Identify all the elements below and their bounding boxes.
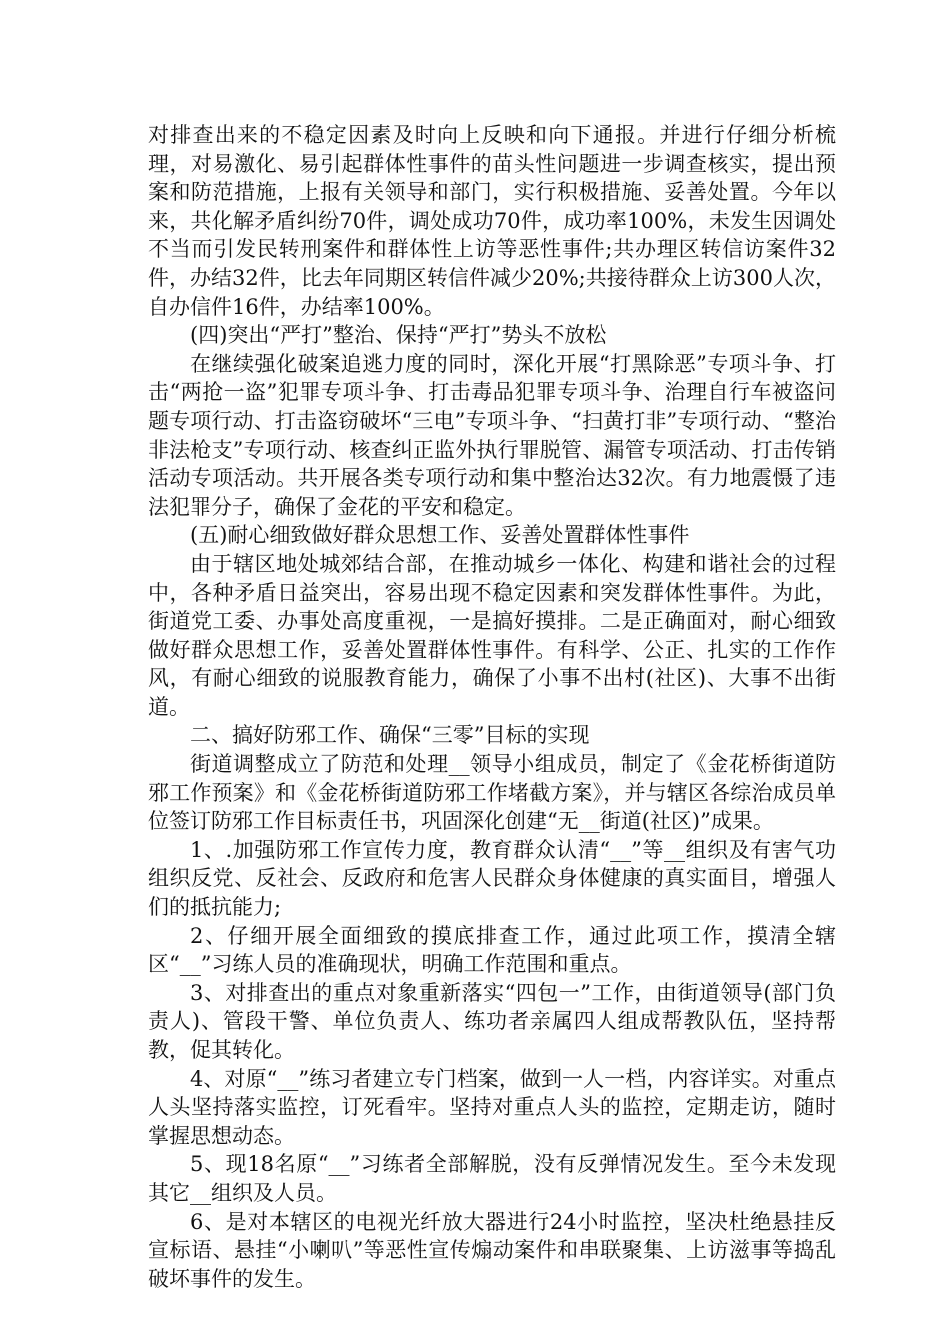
list-item-5: 5、现18名原“__”习练者全部解脱，没有反弹情况发生。至今未发现其它__组织及人员。 xyxy=(148,1152,836,1205)
paragraph-1: 对排查出来的不稳定因素及时向上反映和向下通报。并进行仔细分析梳理，对易激化、易引起群体性事件的苗头性问题进一步调查核实，提出预案和防范措施，上报有关领导和部门，实行积极措施、妥善处置。今年以来，共化解矛盾纠纷70件，调处成功70件，成功率100%，未发生因调处不当而引发民转刑案件和群体性上访等恶性事件;共办理区转信访案件32件，办结32件，比去年同期区转信件减少20%;共接待群众上访300人次，自办信件16件，办结率100%。 xyxy=(148,123,836,319)
section-heading-5: (五)耐心细致做好群众思想工作、妥善处置群体性事件 xyxy=(190,523,690,548)
list-item-1: 1、.加强防邪工作宣传力度，教育群众认清“__”等__组织及有害气功组织反党、反社会、反政府和危害人民群众身体健康的真实面目，增强人们的抵抗能力; xyxy=(148,837,836,920)
list-item-2: 2、仔细开展全面细致的摸底排查工作，通过此项工作，摸清全辖区“__”习练人员的准确现状，明确工作范围和重点。 xyxy=(148,923,836,977)
paragraph-3: 在继续强化破案追逃力度的同时，深化开展“打黑除恶”专项斗争、打击“两抢一盗”犯罪专项斗争、打击毒品犯罪专项斗争、治理自行车被盗问题专项行动、打击盗窃破坏“三电”专项斗争、“扫黄打非”专项行动、“整治非法枪支”专项行动、核查纠正监外执行罪脱管、漏管专项活动、打击传销活动专项活动。共开展各类专项行动和集中整治达32次。有力地震慑了违法犯罪分子，确保了金花的平安和稳定。 xyxy=(148,351,836,519)
list-item-4: 4、对原“__”练习者建立专门档案，做到一人一档，内容详实。对重点人头坚持落实监控，订死看牢。坚持对重点人头的监控，定期走访，随时掌握思想动态。 xyxy=(148,1066,836,1148)
list-item-6: 6、是对本辖区的电视光纤放大器进行24小时监控，坚决杜绝悬挂反宣标语、悬挂“小喇叭”等恶性宣传煽动案件和串联聚集、上访滋事等捣乱破坏事件的发生。 xyxy=(148,1209,836,1291)
document-body xyxy=(148,121,836,1293)
paragraph-7: 街道调整成立了防范和处理__领导小组成员，制定了《金花桥街道防邪工作预案》和《金花桥街道防邪工作堵截方案》，并与辖区各综治成员单位签订防邪工作目标责任书，巩固深化创建“无__街道(社区)”成果。 xyxy=(148,752,836,834)
section-heading-2: 二、搞好防邪工作、确保“三零”目标的实现 xyxy=(190,723,590,748)
paragraph-5: 由于辖区地处城郊结合部，在推动城乡一体化、构建和谐社会的过程中，各种矛盾日益突出，容易出现不稳定因素和突发群体性事件。为此，街道党工委、办事处高度重视，一是搞好摸排。二是正确面对，耐心细致做好群众思想工作，妥善处置群体性事件。有科学、公正、扎实的工作作风，有耐心细致的说服教育能力，确保了小事不出村(社区)、大事不出街道。 xyxy=(148,551,836,719)
section-heading-4: (四)突出“严打”整治、保持“严打”势头不放松 xyxy=(190,323,607,348)
list-item-3: 3、对排查出的重点对象重新落实“四包一”工作，由街道领导(部门负责人)、管段干警、单位负责人、练功者亲属四人组成帮教队伍，坚持帮教，促其转化。 xyxy=(148,980,836,1062)
